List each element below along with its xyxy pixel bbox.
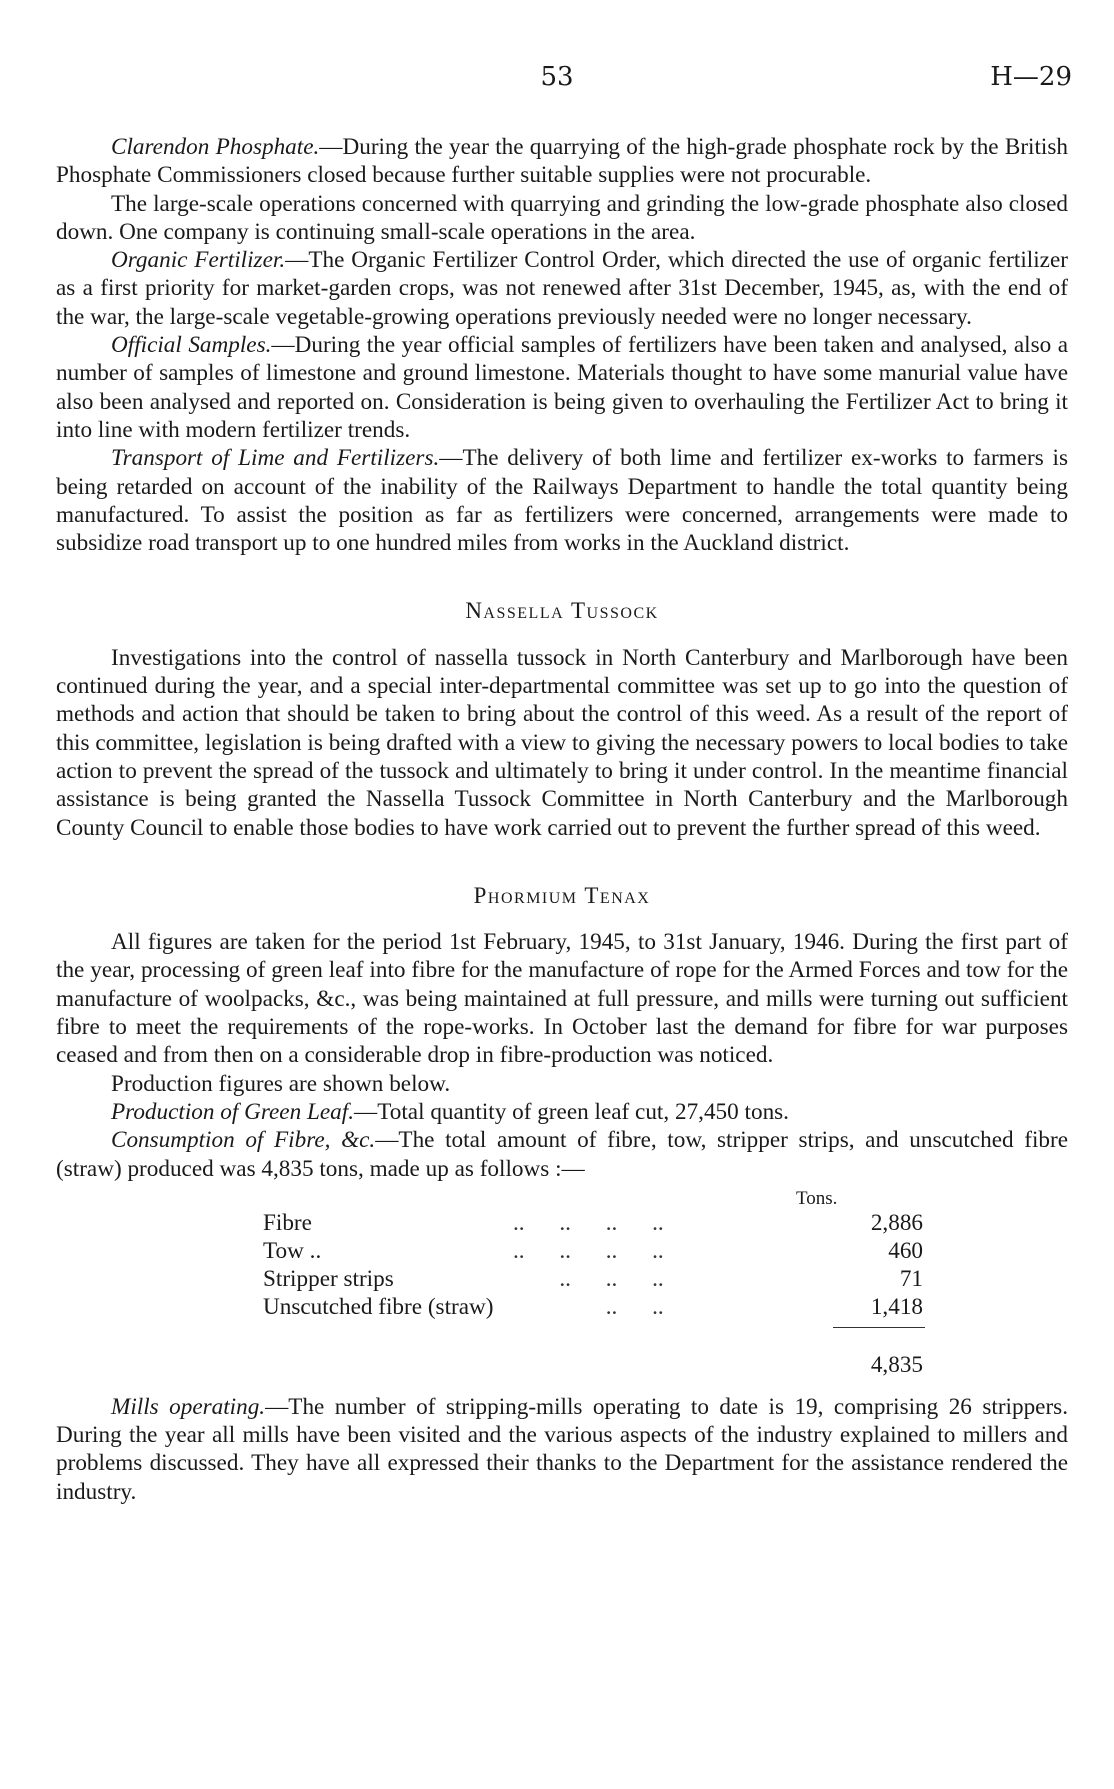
row-label: Unscutched fibre (straw) — [263, 1293, 494, 1320]
row-value: 71 — [899, 1265, 923, 1292]
row-label: Stripper strips — [263, 1265, 394, 1292]
lead-official-samples: Official Samples. — [111, 332, 272, 359]
paragraph-transport — [56, 444, 1068, 557]
text-clarendon-phosphate: —During the year the quarrying of the high-grade phosphate rock by the British Phosphate Commissioners closed because further suitable supplies were not procurable. — [56, 134, 1068, 189]
row-label: Tow .. — [263, 1237, 322, 1264]
fibre-production-table — [56, 1185, 1068, 1393]
paragraph-mills-operating — [56, 1393, 1068, 1506]
lead-transport: Transport of Lime and Fertilizers. — [111, 445, 440, 472]
paragraph-low-grade-phosphate: The large-scale operations concerned with quarrying and grinding the low-grade phosphate also closed down. One company is continuing small-scale operations in the area. — [56, 190, 1068, 245]
lead-mills-operating: Mills operating. — [111, 1393, 266, 1420]
row-value: 1,418 — [870, 1293, 923, 1320]
table-row — [263, 1237, 923, 1265]
document-reference: H—29 — [990, 62, 1072, 92]
row-value: 460 — [888, 1237, 923, 1264]
text-official-samples: —During the year official samples of fertilizers have been taken and analysed, also a number of samples of limestone and ground limestone. Materials thought to have some manurial value have also been analysed and reported on. Consideration is being given to overhauling the Fertilizer Act to bring it into line with modern fertilizer trends. — [56, 332, 1068, 443]
lead-clarendon-phosphate: Clarendon Phosphate. — [111, 134, 320, 160]
table-total: 4,835 — [870, 1351, 923, 1378]
text-mills-operating: —The number of stripping-mills operating to date is 19, comprising 26 strippers. During the year all mills have been visited and the various aspects of the industry explained to millers and problems discussed. They have all expressed their thanks to the Department for the assistance rendered the industry. — [56, 1393, 1069, 1505]
tons-column-header: Tons. — [796, 1187, 838, 1209]
text-organic-fertilizer: —The Organic Fertilizer Control Order, which directed the use of organic fertilizer as a first priority for market-garden crops, was not renewed after 31st December, 1945, as, with the end of the war, the large-scale vegetable-growing operations previously needed were no longer necessary. — [56, 247, 1068, 330]
paragraph-nassella-tussock: Investigations into the control of nassella tussock in North Canterbury and Marlborough have been continued during the year, and a special inter-departmental committee was set up to go into the question of methods and action that should be taken to bring about the control of this weed. As a result of the report of this committee, legislation is being drafted with a view to giving the necessary powers to local bodies to take action to prevent the spread of the tussock and ultimately to bring it under control. In the meantime financial assistance is being granted the Nassella Tussock Committee in North Canterbury and the Marlborough County Council to enable those bodies to have work carried out to prevent the further spread of this weed. — [56, 644, 1068, 841]
paragraph-organic-fertilizer — [56, 246, 1068, 331]
table-row — [263, 1209, 923, 1237]
row-value: 2,886 — [870, 1209, 923, 1236]
table-row — [263, 1265, 923, 1293]
heading-phormium-tenax: Phormium Tenax — [473, 882, 651, 908]
paragraph-clarendon-phosphate — [56, 133, 1068, 190]
leader-dots: .. .. — [513, 1293, 664, 1320]
total-rule — [833, 1327, 925, 1328]
paragraph-green-leaf — [56, 1098, 1068, 1126]
heading-nassella-tussock: Nassella Tussock — [465, 598, 659, 624]
leader-dots: .. .. .. — [513, 1265, 664, 1292]
lead-green-leaf: Production of Green Leaf. — [111, 1098, 355, 1125]
table-row — [263, 1293, 923, 1321]
text-transport: —The delivery of both lime and fertilizer ex-works to farmers is being retarded on account of the inability of the Railways Department to handle the total quantity being manufactured. To assist the position as far as fertilizers were concerned, arrangements were made to subsidize road transport up to one hundred miles from works in the Auckland district. — [56, 445, 1068, 557]
page-body — [56, 133, 1068, 1506]
paragraph-consumption — [56, 1126, 1068, 1183]
text-green-leaf: —Total quantity of green leaf cut, 27,450 tons. — [354, 1098, 789, 1125]
lead-organic-fertilizer: Organic Fertilizer. — [111, 247, 286, 274]
text-consumption: —The total amount of fibre, tow, stripper strips, and unscutched fibre (straw) produced was 4,835 tons, made up as follows :— — [56, 1127, 1069, 1182]
lead-consumption: Consumption of Fibre, &c. — [111, 1127, 376, 1154]
leader-dots: .. .. .. .. — [513, 1209, 664, 1236]
leader-dots: .. .. .. .. — [513, 1237, 664, 1264]
page-number: 53 — [540, 62, 574, 92]
row-label: Fibre — [263, 1209, 312, 1236]
paragraph-production-figures: Production figures are shown below. — [111, 1070, 451, 1097]
paragraph-official-samples — [56, 331, 1068, 444]
paragraph-phormium-period: All figures are taken for the period 1st February, 1945, to 31st January, 1946. During the first part of the year, processing of green leaf into fibre for the manufacture of rope for the Armed Forces and tow for the manufacture of woolpacks, &c., was being maintained at full pressure, and mills were turning out sufficient fibre to meet the requirements of the rope-works. In October last the demand for fibre for war purposes ceased and from then on a considerable drop in fibre-production was noticed. — [56, 929, 1068, 1069]
